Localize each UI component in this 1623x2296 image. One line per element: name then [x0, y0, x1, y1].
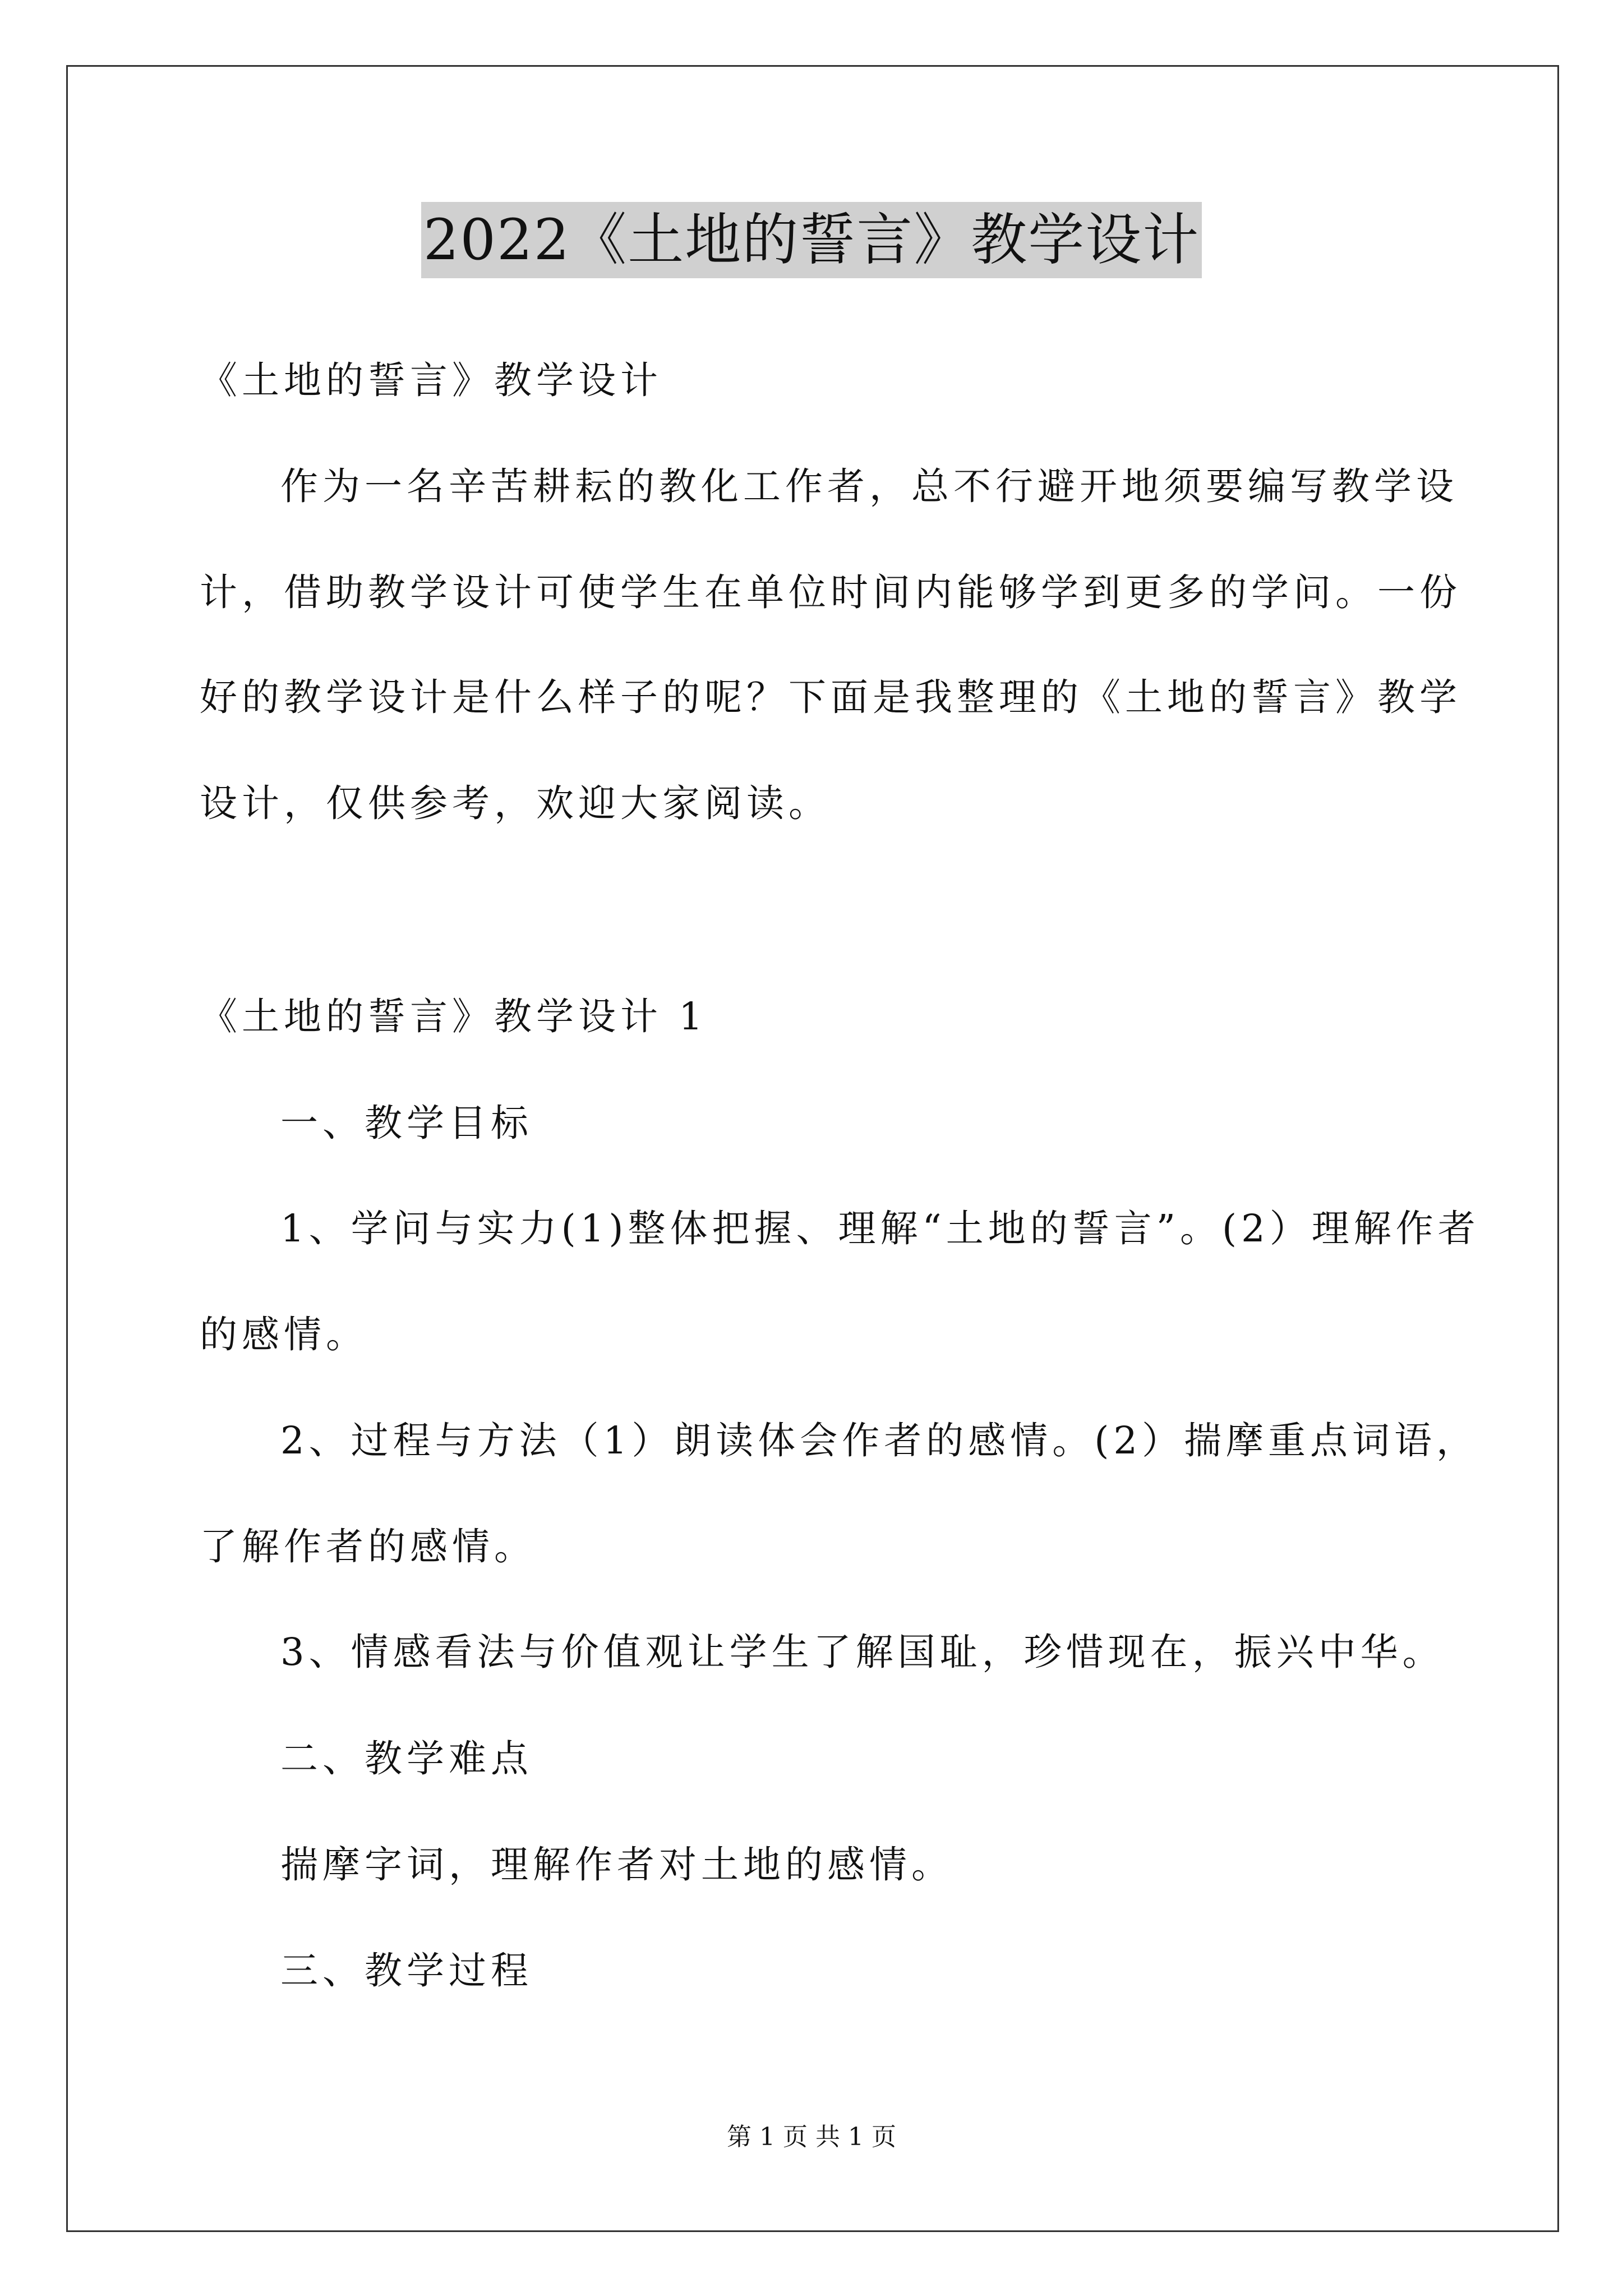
goal2-line-2: 了解作者的感情。	[200, 1525, 536, 1568]
subtitle: 《土地的誓言》教学设计	[200, 358, 662, 402]
goal1-line-2: 的感情。	[200, 1313, 368, 1356]
intro-line-4: 设计，仅供参考，欢迎大家阅读。	[200, 781, 831, 825]
process-heading: 三、教学过程	[280, 1949, 533, 1993]
intro-line-2: 计，借助教学设计可使学生在单位时间内能够学到更多的学问。一份	[200, 570, 1461, 614]
goal2-line-1: 2、过程与方法（1）朗读体会作者的感情。(2）揣摩重点词语，	[280, 1419, 1479, 1462]
document-title: 2022《土地的誓言》教学设计	[421, 202, 1202, 278]
intro-line-1: 作为一名辛苦耕耘的教化工作者，总不行避开地须要编写教学设	[280, 464, 1458, 508]
section-heading: 《土地的誓言》教学设计 1	[200, 995, 707, 1038]
goal3-line: 3、情感看法与价值观让学生了解国耻，珍惜现在，振兴中华。	[280, 1630, 1445, 1674]
intro-line-3: 好的教学设计是什么样子的呢？下面是我整理的《土地的誓言》教学	[200, 675, 1461, 719]
goal1-line-1: 1、学问与实力(1)整体把握、理解“土地的誓言”。(2）理解作者	[280, 1207, 1480, 1250]
title-container	[0, 202, 1623, 278]
goals-heading: 一、教学目标	[280, 1101, 533, 1145]
difficulty-text: 揣摩字词，理解作者对土地的感情。	[280, 1843, 953, 1887]
difficulty-heading: 二、教学难点	[280, 1737, 533, 1780]
page-number-footer: 第 1 页 共 1 页	[727, 2123, 896, 2151]
